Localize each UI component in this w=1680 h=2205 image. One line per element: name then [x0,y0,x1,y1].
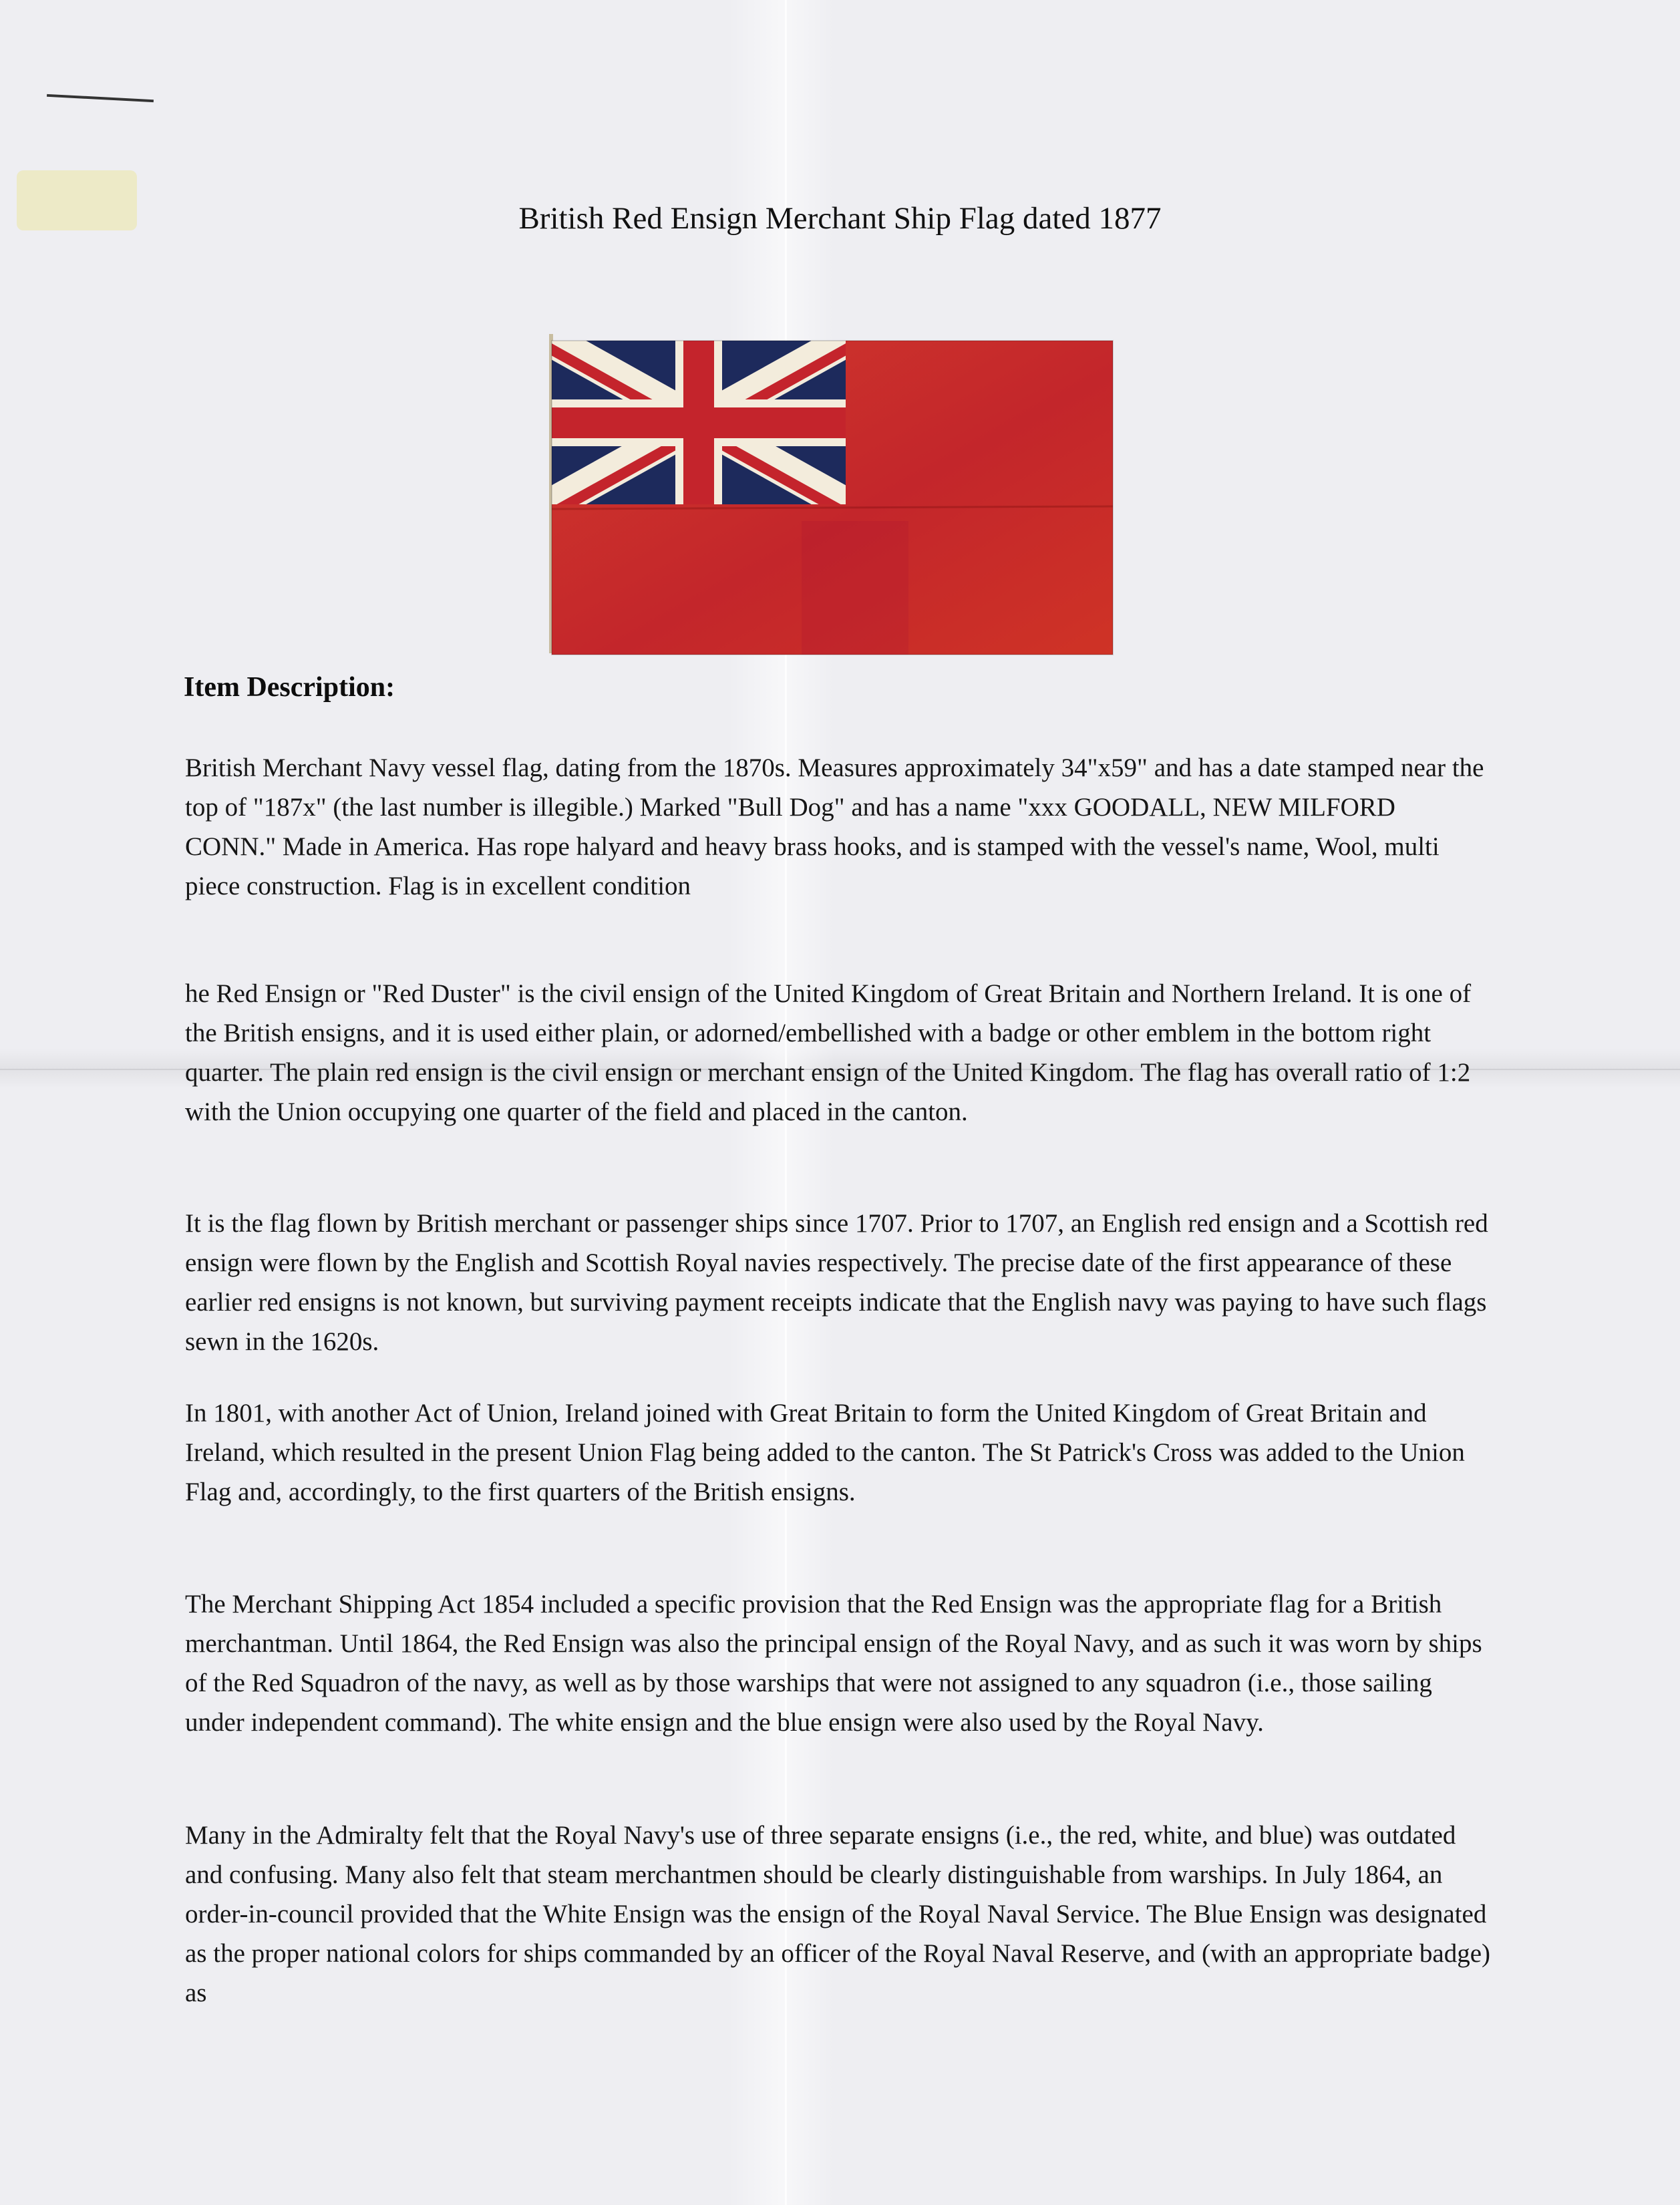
paragraph-red-ensign: he Red Ensign or "Red Duster" is the civil ensign of the United Kingdom of Great Britain and Northern Ireland. It is one of the British ensigns, and it is used either plain, or adorned/embellished with a badge or other emblem in the bottom right quarter. The plain red ensign is the civil ensign or merchant ensign of the United Kingdom. The flag has overall ratio of 1:2 with the Union occupying one quarter of the field and placed in the canton. [185,979,1472,1126]
paragraph-merchant-shipping-act: The Merchant Shipping Act 1854 included a specific provision that the Red Ensign was the appropriate flag for a British merchantman. Until 1864, the Red Ensign was also the principal ensign of the Royal Navy, and as such it was worn by ships of the Red Squadron of the navy, as well as by those warships that were not assigned to any squadron (i.e., those sailing under independent command). The white ensign and the blue ensign were also used by the Royal Navy. [185,1590,1482,1737]
union-canton [548,341,850,511]
paragraph-admiralty: Many in the Admiralty felt that the Royal Navy's use of three separate ensigns (i.e., the red, white, and blue) was outdated and confusing. Many also felt that steam merchantmen should be clearly distinguishable from warships. In July 1864, an order-in-council provided that the White Ensign was the ensign of the Royal Naval Service. The Blue Ensign was designated as the proper national colors for ships commanded by an officer of the Royal Naval Reserve, and (with an appropriate badge) as [185,1821,1491,2007]
paragraph-act-of-union: In 1801, with another Act of Union, Ireland joined with Great Britain to form the United Kingdom of Great Britain and Ireland, which resulted in the present Union Flag being added to the canton. The St Patrick's Cross was added to the Union Flag and, accordingly, to the first quarters of the British ensigns. [185,1399,1465,1506]
paragraph-item-description: British Merchant Navy vessel flag, dating from the 1870s. Measures approximately 34"x59" and has a date stamped near the top of "187x" (the last number is illegible.) Marked "Bull Dog" and has a name "xxx GOODALL, NEW MILFORD CONN." Made in America. Has rope halyard and heavy brass hooks, and is stamped with the vessel's name, Wool, multi piece construction. Flag is in excellent condition [185,753,1484,900]
page-title: British Red Ensign Merchant Ship Flag dated 1877 [518,201,1162,236]
paragraph-history-1707: It is the flag flown by British merchant or passenger ships since 1707. Prior to 1707, an English red ensign and a Scottish red ensign were flown by the English and Scottish Royal navies respectively. The precise date of the first appearance of these earlier red ensigns is not known, but surviving payment receipts indicate that the English navy was paying to have such flags sewn in the 1620s. [185,1209,1488,1356]
flag-photo [548,334,1116,664]
red-ensign-flag-image [548,334,1116,661]
item-description-heading: Item Description: [184,672,395,703]
pen-mark [47,94,154,102]
